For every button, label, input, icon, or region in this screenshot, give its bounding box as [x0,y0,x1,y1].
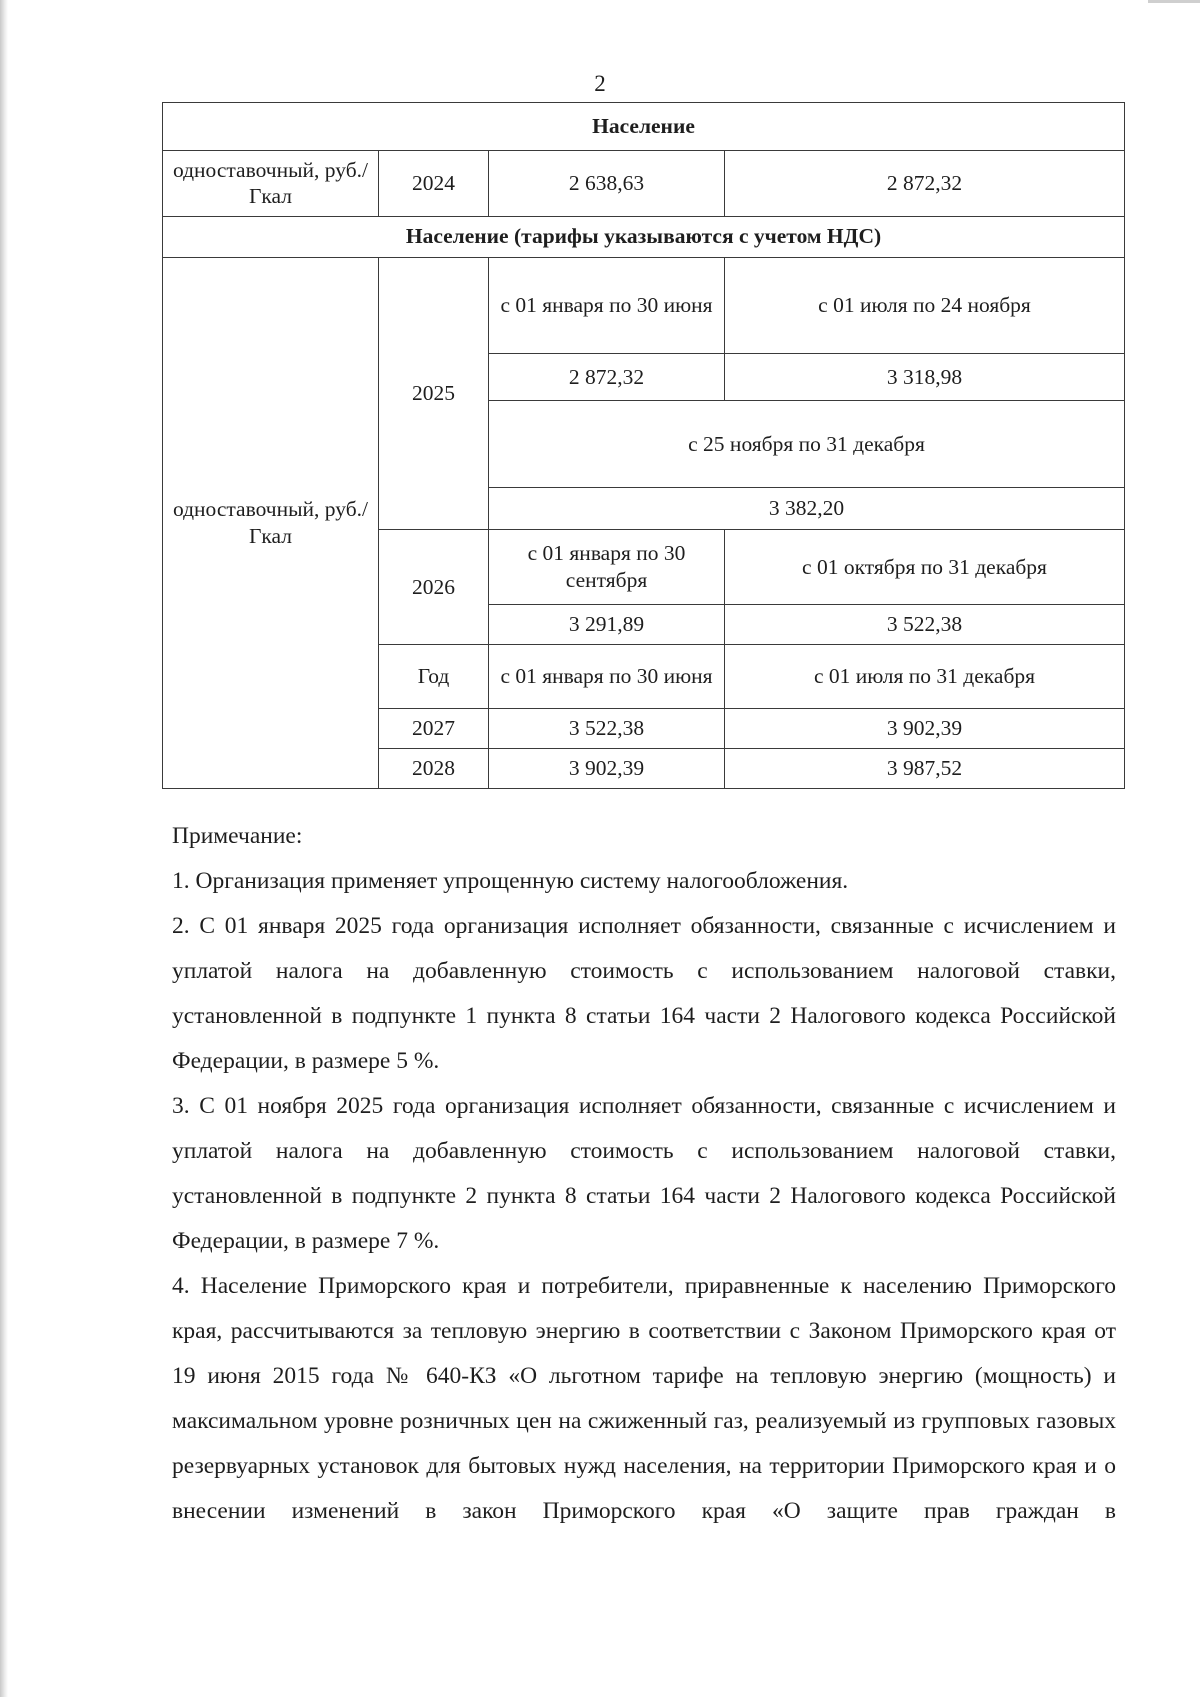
tariff-table [162,102,1125,789]
tariff-value-cell: 2 872,32 [725,151,1125,216]
notes-heading: Примечание: [172,823,303,849]
table-row [163,151,1125,216]
section-header: Население [163,103,1125,151]
tariff-value-cell: 3 291,89 [489,604,725,644]
period-cell: с 01 июля по 31 декабря [725,645,1125,709]
period-cell: с 01 июля по 24 ноября [725,257,1125,354]
section-header: Население (тарифы указываются с учетом НДС) [163,216,1125,257]
note-item: 3. С 01 ноября 2025 года организация исполняет обязанности, связанные с исчислением и уплатой налога на добавленную стоимость с использованием налоговой ставки, установленной в подпункте 2 пункта 8 статьи 164 части 2 Налогового кодекса Российской Федерации, в размере 7 %. [172,1093,1116,1254]
year-cell: 2027 [379,709,489,748]
period-cell: с 01 января по 30 июня [489,645,725,709]
scan-edge-shadow [0,0,8,1697]
tariff-value-cell: 3 902,39 [725,709,1125,748]
period-cell: с 01 октября по 31 декабря [725,530,1125,604]
table-row [163,103,1125,151]
tariff-value-cell: 3 382,20 [489,488,1125,530]
note-item: 2. С 01 января 2025 года организация исполняет обязанности, связанные с исчислением и уплатой налога на добавленную стоимость с использованием налоговой ставки, установленной в подпункте 1 пункта 8 статьи 164 части 2 Налогового кодекса Российской Федерации, в размере 5 %. [172,913,1116,1074]
table-row [163,216,1125,257]
table-row [163,257,1125,354]
period-cell: с 25 ноября по 31 декабря [489,400,1125,488]
year-cell: 2026 [379,530,489,645]
tariff-value-cell: 2 638,63 [489,151,725,216]
year-cell: 2028 [379,748,489,788]
page-number: 2 [594,71,606,96]
year-cell: 2024 [379,151,489,216]
year-cell: 2025 [379,257,489,530]
note-item: 1. Организация применяет упрощенную систему налогообложения. [172,868,849,894]
notes-section [172,814,1116,1534]
tariff-value-cell: 3 902,39 [489,748,725,788]
period-cell: с 01 января по 30 сентября [489,530,725,604]
year-header-cell: Год [379,645,489,709]
tariff-value-cell: 3 522,38 [725,604,1125,644]
period-cell: с 01 января по 30 июня [489,257,725,354]
scan-edge-mark [1148,0,1200,3]
note-item: 4. Население Приморского края и потребители, приравненные к населению Приморского края, рассчитываются за тепловую энергию в соответствии с Законом Приморского края от 19 июня 2015 года № 640-КЗ «О льготном тарифе на тепловую энергию (мощность) и максимальном уровне розничных цен на сжиженный газ, реализуемый из групповых газовых резервуарных установок для бытовых нужд населения, на территории Приморского края и о внесении изменений в закон Приморского края «О защите прав граждан в [172,1273,1116,1524]
tariff-value-cell: 2 872,32 [489,354,725,400]
tariff-value-cell: 3 987,52 [725,748,1125,788]
tariff-type-cell: одноставочный, руб./Гкал [163,151,379,216]
tariff-type-cell: одноставочный, руб./Гкал [163,257,379,788]
tariff-value-cell: 3 522,38 [489,709,725,748]
tariff-value-cell: 3 318,98 [725,354,1125,400]
